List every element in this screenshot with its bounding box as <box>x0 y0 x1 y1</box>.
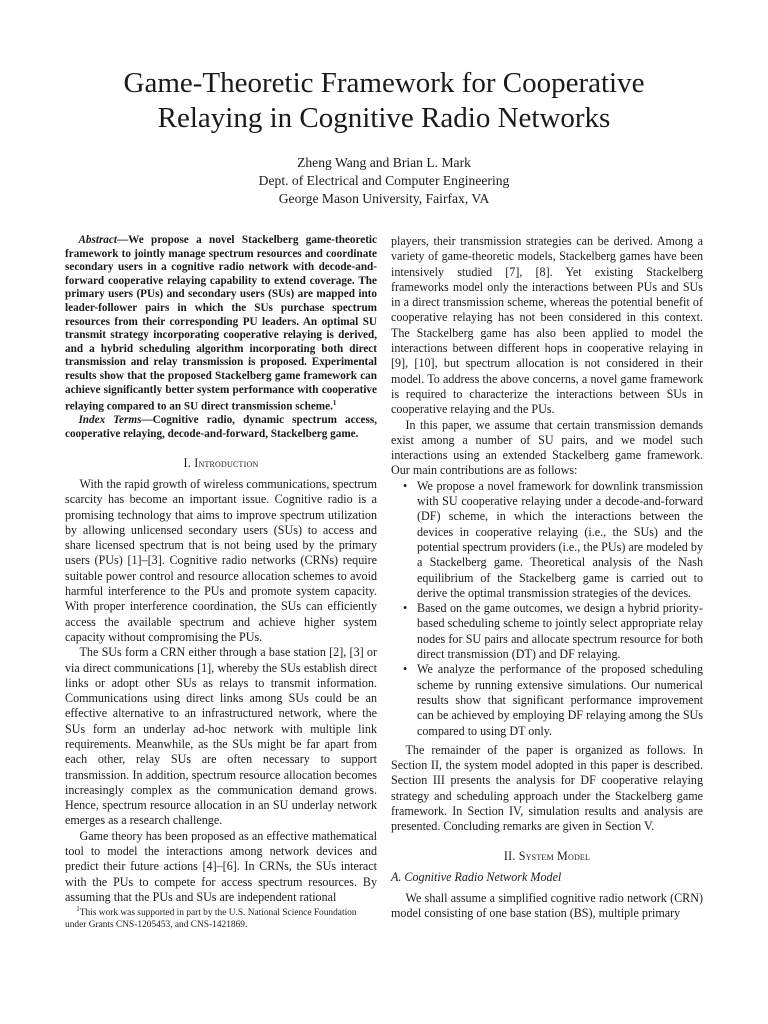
contribution-text: Based on the game outcomes, we design a hybrid priority-based scheduling scheme to jointly select appropriate relay nodes for SU pairs and allocate spectrum resource for both direct transmission (DT) and DF relaying. <box>417 601 703 662</box>
right-paragraph-3: The remainder of the paper is organized as follows. In Section II, the system model adopted in this paper is described. Section III presents the analysis for DF cooperative relaying strategy and scheduling approach under the Stackelberg game framework. In Section IV, simulation results and analysis are presented. Concluding remarks are given in Section V. <box>391 742 703 834</box>
abstract <box>65 234 377 414</box>
intro-paragraph-3: Game theory has been proposed as an effective mathematical tool to model the interactions among network devices and predict their future actions [4]–[6]. In CRNs, the SUs interact with the PUs to compete for access spectrum resources. By assuming that the PUs and SUs are independent rational <box>65 828 377 904</box>
abstract-footnote-mark: 1 <box>332 399 337 408</box>
index-terms-text: —Cognitive radio, dynamic spectrum access, cooperative relaying, decode-and-forward, Stackelberg game. <box>65 414 377 441</box>
author-names: Zheng Wang and Brian L. Mark <box>297 155 471 170</box>
paper-title-line-1: Game-Theoretic Framework for Cooperative <box>123 67 645 99</box>
intro-paragraph-2: The SUs form a CRN either through a base station [2], [3] or via direct communications [1], whereby the SUs establish direct links or adopt other SUs as relays to transmit information. Communications using direct links among SUs could be an effective alternative to an infrastructured network, where the SUs form an underlay ad-hoc network with multiple link requirements. Meanwhile, as the SUs might be far apart from each other, relay SUs are often necessary to support transmission. In addition, spectrum resource allocation becomes increasingly complex as the communication demand grows. Hence, spectrum resource allocation in an SU underlay network emerges as a research challenge. <box>65 645 377 828</box>
footnote <box>65 903 377 931</box>
bullet-icon: • <box>403 478 408 493</box>
index-terms-lead: Index Terms <box>78 414 142 427</box>
list-item <box>403 662 703 738</box>
section-title-introduction: Introduction <box>194 455 259 470</box>
list-item <box>403 601 703 662</box>
bullet-icon: • <box>403 662 408 677</box>
affiliation-line-1: Dept. of Electrical and Computer Engineering <box>258 173 510 188</box>
footnote-text: This work was supported in part by the U.S. National Science Foundation under Grants CNS-1205453, and CNS-1421869. <box>65 908 357 931</box>
bullet-icon: • <box>403 601 408 616</box>
list-item <box>403 478 703 601</box>
section-number-introduction: I. <box>183 455 195 470</box>
index-terms <box>65 414 377 441</box>
affiliation-line-2: George Mason University, Fairfax, VA <box>278 191 490 206</box>
footnote-mark: 1 <box>76 905 80 913</box>
contribution-text: We analyze the performance of the proposed scheduling scheme by running extensive simulations. Our numerical results show that significant performance improvement can be achieved by employing DF relaying among the SUs compared to using DT only. <box>417 662 703 738</box>
section-heading-introduction <box>65 456 377 471</box>
contribution-text: We propose a novel framework for downlink transmission with SU cooperative relaying under a decode-and-forward (DF) scheme, in which the interactions between the devices in cooperative relaying (i.e., the SUs) and the potential spectrum providers (i.e., the PUs) are modeled by a Stackelberg game. Theoretical analysis of the Nash equilibrium of the Stackelberg game is carried out to derive the optimal transmission strategies of the devices. <box>417 478 703 600</box>
section-number-system-model: II. <box>503 848 519 863</box>
right-paragraph-1: players, their transmission strategies can be derived. Among a variety of game-theoretic models, Stackelberg games have been intensively studied [7], [8]. Yet existing Stackelberg frameworks model only the interactions between PUs and SUs in a direct transmission scheme, whereas the potential benefit of cooperative relaying has not been considered in this context. The Stackelberg game has also been applied to model the interactions between different hops in cooperative relaying in [9], [10], but spectrum allocation is not considered in their model. To address the above concerns, a novel game framework is required to characterize the interactions between SUs in cooperative relaying and the PUs. <box>391 234 703 417</box>
right-paragraph-4: We shall assume a simplified cognitive radio network (CRN) model consisting of one base station (BS), multiple primary <box>391 891 703 921</box>
abstract-text: —We propose a novel Stackelberg game-theoretic framework to jointly manage spectrum resources and coordinate secondary users in a cognitive radio network with decode-and-forward cooperative relaying capability to extend coverage. The primary users (PUs) and secondary users (SUs) are mapped into leader-follower pairs in which the SUs purchase spectrum resources from their corresponding PU leaders. An optimal SU transmit strategy incorporating cooperative relaying is derived, and a hybrid scheduling algorithm incorporating both direct transmission and relay transmission is proposed. Experimental results show that the proposed Stackelberg game framework can achieve significantly better system performance with cooperative relaying compared to an SU direct transmission scheme. <box>65 234 377 413</box>
paper-title-line-2: Relaying in Cognitive Radio Networks <box>157 102 611 134</box>
right-paragraph-2: In this paper, we assume that certain transmission demands exist among a number of SU pairs, and we model such interactions using an extended Stackelberg game framework. Our main contributions are as follows: <box>391 417 703 478</box>
section-title-system-model: System Model <box>518 848 591 863</box>
paper-title <box>40 66 728 136</box>
subsection-heading: A. Cognitive Radio Network Model <box>391 869 562 884</box>
section-heading-system-model <box>391 849 703 864</box>
contributions-list <box>391 479 703 739</box>
author-block <box>40 154 728 208</box>
abstract-lead: Abstract <box>78 234 117 246</box>
right-column <box>391 234 703 922</box>
intro-paragraph-1: With the rapid growth of wireless communications, spectrum scarcity has become an important issue. Cognitive radio is a promising technology that aims to improve spectrum utilization by allowing unlicensed secondary users (SUs) to access and share licensed spectrum that is not being used by the primary users (PUs) [1]–[3]. Cognitive radio networks (CRNs) require suitable power control and resource allocation schemes to avoid harmful interference to the PUs and promote system capacity. With proper interference coordination, the SUs can efficiently access the available spectrum and achieve higher system capacity without compromising the PUs. <box>65 476 377 644</box>
left-column <box>65 234 377 905</box>
